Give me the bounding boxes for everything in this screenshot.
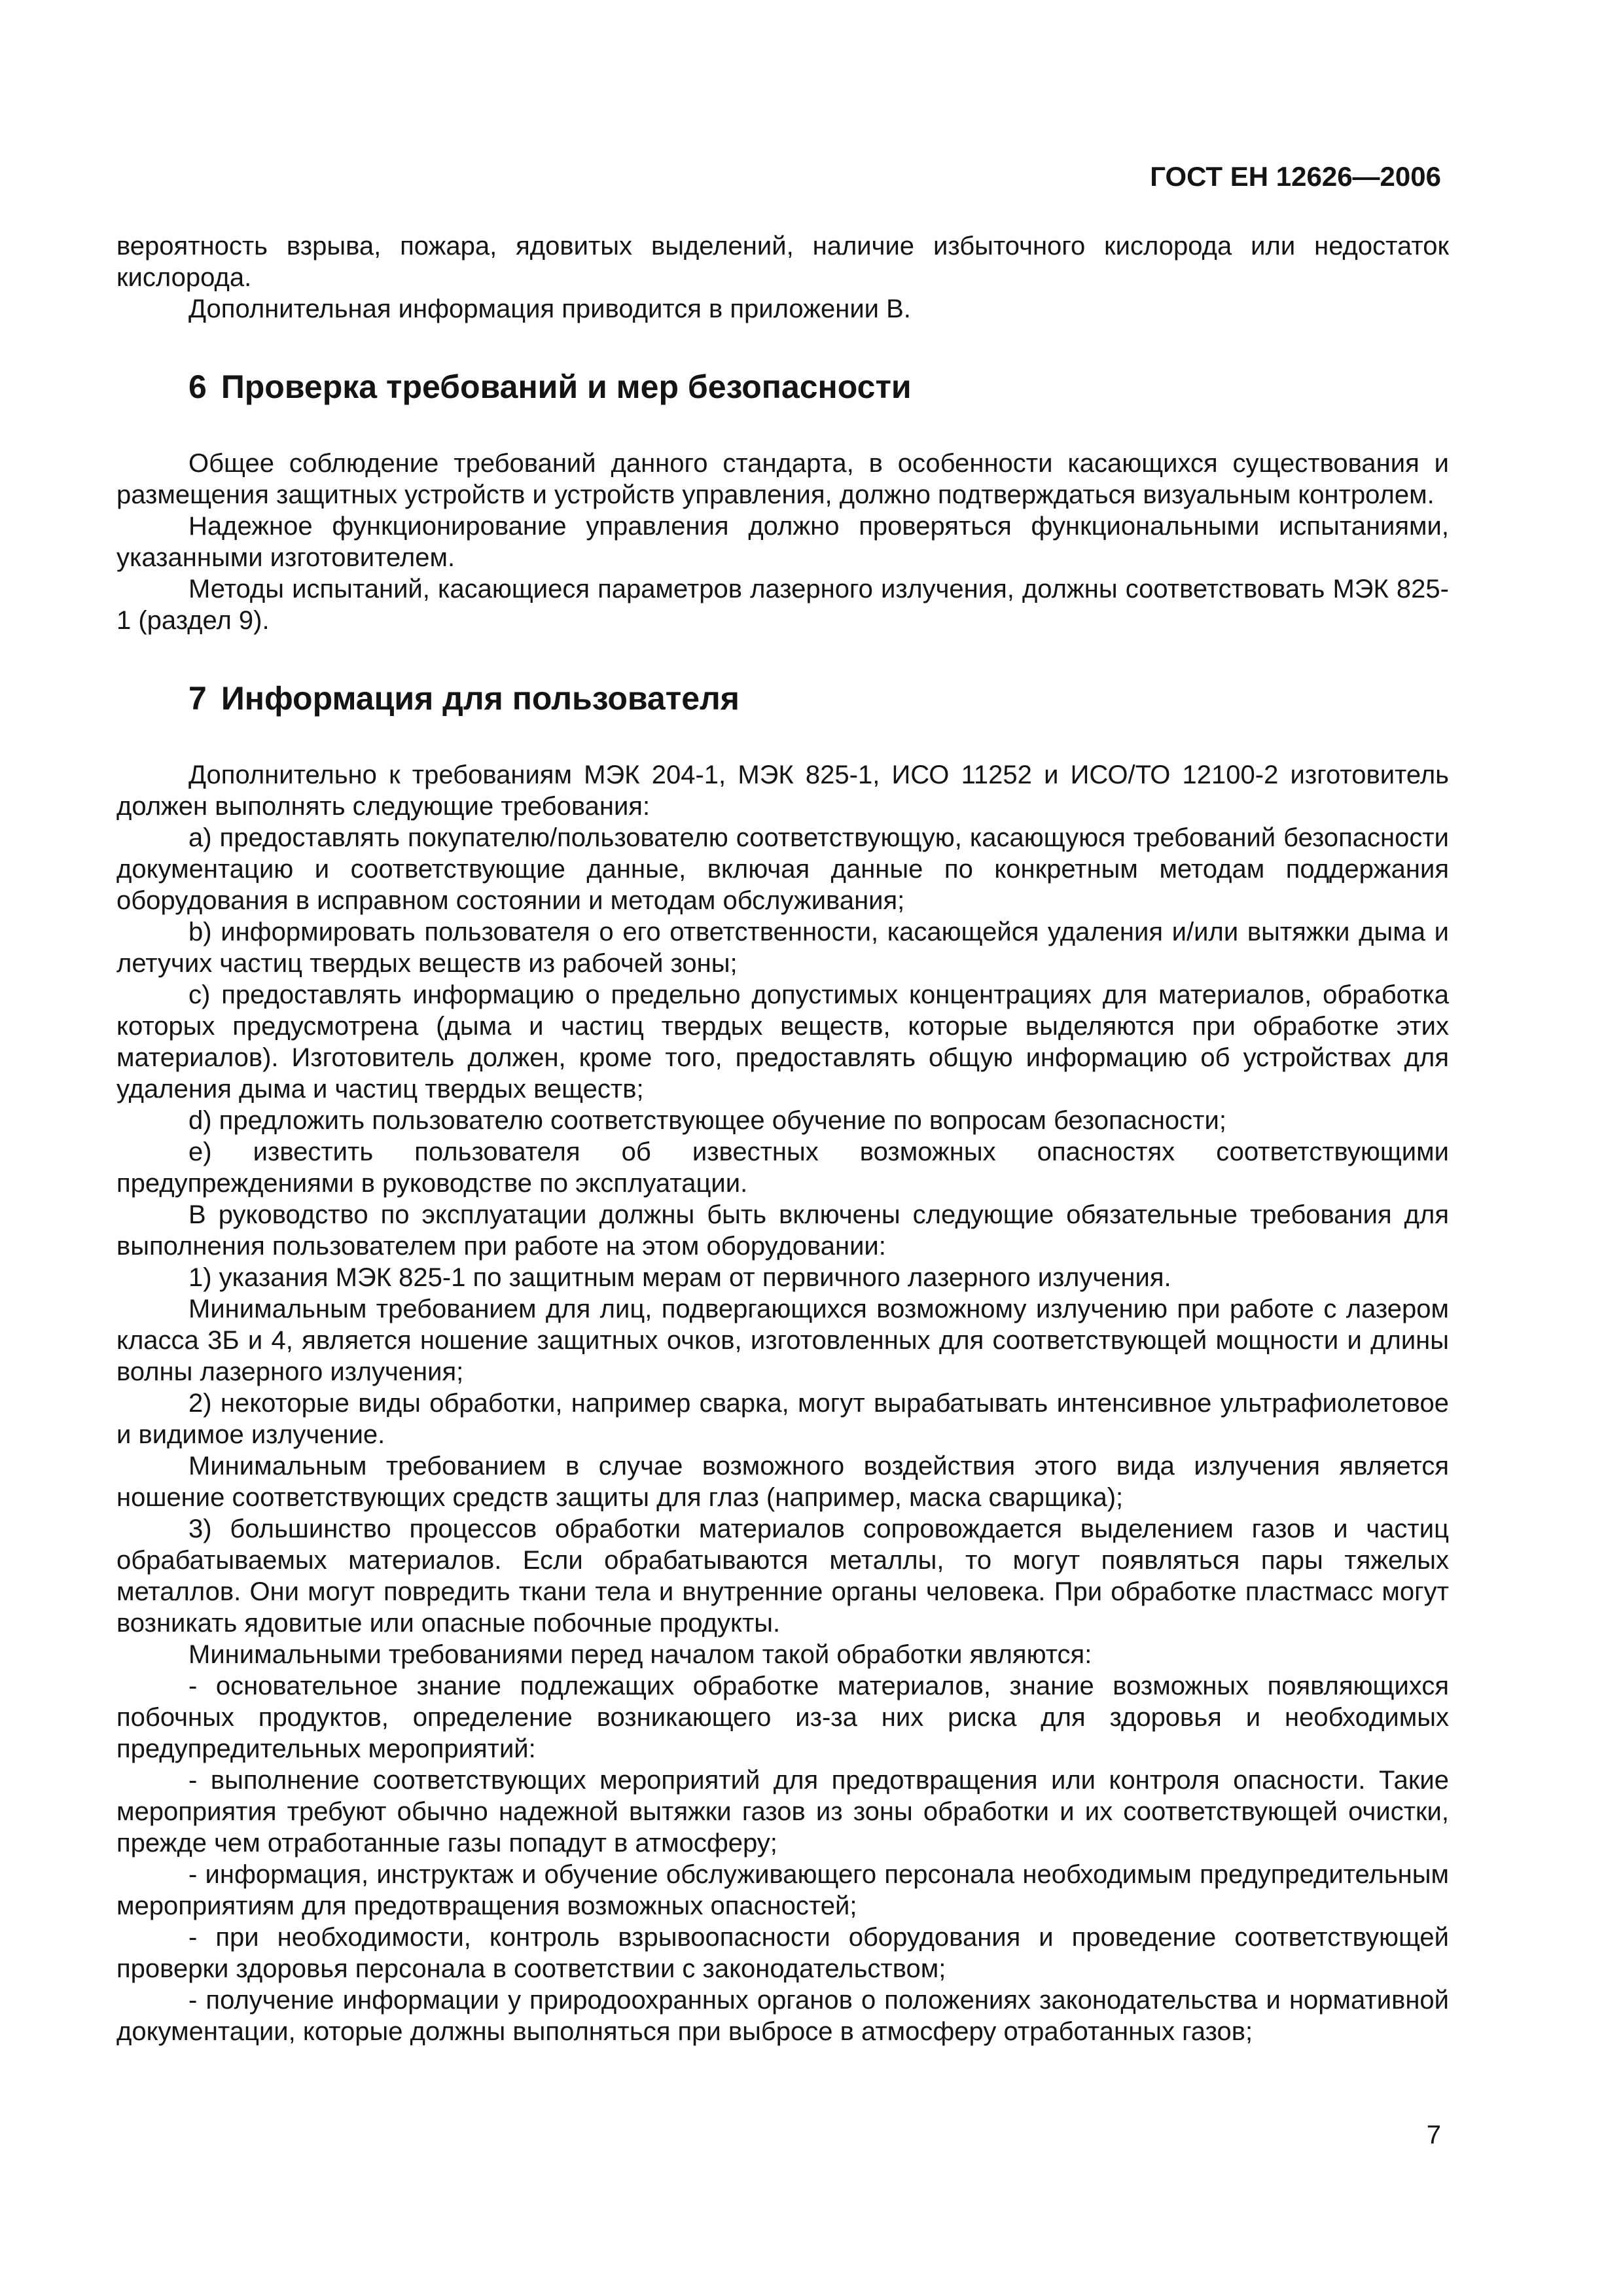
section-7-paragraph: Минимальным требованием для лиц, подвергающихся возможному излучению при работе с лазером класса 3Б и 4, является ношение защитных очков, изготовленных для соответствующей мощности и длины волны лазерного излучения; xyxy=(116,1295,1449,1386)
dash-list-item: - информация, инструктаж и обучение обслуживающего персонала необходимым предупредительным мероприятиям для предотвращения возможных опасностей; xyxy=(116,1860,1449,1920)
document-code-header: ГОСТ ЕН 12626—2006 xyxy=(1150,161,1441,192)
section-7-heading xyxy=(116,679,1449,717)
intro-paragraph: Дополнительная информация приводится в приложении В. xyxy=(188,295,911,323)
section-6-paragraph: Общее соблюдение требований данного стандарта, в особенности касающихся существования и размещения защитных устройств и устройств управления, должно подтверждаться визуальным контролем. xyxy=(116,449,1449,509)
dash-list-item: - при необходимости, контроль взрывоопасности оборудования и проведение соответствующей проверки здоровья персонала в соответствии с законодательством; xyxy=(116,1923,1449,1983)
list-item: a) предоставлять покупателю/пользователю соответствующую, касающуюся требований безопасности документацию и соответствующие данные, включая данные по конкретным методам поддержания оборудования в исправном состоянии и методам обслуживания; xyxy=(116,823,1449,915)
dash-list-item: - получение информации у природоохранных органов о положениях законодательства и нормативной документации, которые должны выполняться при выбросе в атмосферу отработанных газов; xyxy=(116,1986,1449,2046)
page-number: 7 xyxy=(1426,2121,1441,2149)
dash-list-item: - основательное знание подлежащих обработке материалов, знание возможных появляющихся побочных продуктов, определение возникающего из-за них риска для здоровья и необходимых предупредительных мероприятий: xyxy=(116,1672,1449,1763)
list-item: d) предложить пользователю соответствующее обучение по вопросам безопасности; xyxy=(188,1106,1226,1135)
section-7-paragraph: Минимальными требованиями перед началом такой обработки являются: xyxy=(188,1640,1092,1669)
list-item: c) предоставлять информацию о предельно допустимых концентрациях для материалов, обработка которых предусмотрена (дыма и частиц твердых веществ, которые выделяются при обработке этих материалов). Изготовитель должен, кроме того, предоставлять общую информацию об устройствах для удаления дыма и частиц твердых веществ; xyxy=(116,980,1449,1103)
section-number: 6 xyxy=(188,368,207,405)
dash-list-item: - выполнение соответствующих мероприятий для предотвращения или контроля опасности. Такие мероприятия требуют обычно надежной вытяжки газов из зоны обработки и их соответствующей очистки, прежде чем отработанные газы попадут в атмосферу; xyxy=(116,1766,1449,1857)
list-item: 2) некоторые виды обработки, например сварка, могут вырабатывать интенсивное ультрафиолетовое и видимое излучение. xyxy=(116,1389,1449,1449)
section-6-paragraph: Методы испытаний, касающиеся параметров лазерного излучения, должны соответствовать МЭК 825-1 (раздел 9). xyxy=(116,575,1449,635)
section-7-paragraph: В руководство по эксплуатации должны быть включены следующие обязательные требования для выполнения пользователем при работе на этом оборудовании: xyxy=(116,1200,1449,1261)
section-7-paragraph: Минимальным требованием в случае возможного воздействия этого вида излучения является ношение соответствующих средств защиты для глаз (например, маска сварщика); xyxy=(116,1452,1449,1512)
list-item: 1) указания МЭК 825-1 по защитным мерам от первичного лазерного излучения. xyxy=(188,1263,1171,1292)
list-item: 3) большинство процессов обработки материалов сопровождается выделением газов и частиц обрабатываемых материалов. Если обрабатываются металлы, то могут появляться пары тяжелых металлов. Они могут повредить ткани тела и внутренние органы человека. При обработке пластмасс могут возникать ядовитые или опасные побочные продукты. xyxy=(116,1515,1449,1638)
section-6-paragraph: Надежное функционирование управления должно проверяться функциональными испытаниями, указанными изготовителем. xyxy=(116,512,1449,572)
section-6-heading xyxy=(116,368,1449,406)
section-title: Проверка требований и мер безопасности xyxy=(221,368,912,405)
section-number: 7 xyxy=(188,680,207,717)
section-7-paragraph: Дополнительно к требованиям МЭК 204-1, МЭК 825-1, ИСО 11252 и ИСО/ТО 12100-2 изготовитель должен выполнять следующие требования: xyxy=(116,761,1449,821)
section-title: Информация для пользователя xyxy=(221,680,740,717)
intro-paragraph: вероятность взрыва, пожара, ядовитых выделений, наличие избыточного кислорода или недостаток кислорода. xyxy=(116,232,1449,292)
list-item: b) информировать пользователя о его ответственности, касающейся удаления и/или вытяжки дыма и летучих частиц твердых веществ из рабочей зоны; xyxy=(116,918,1449,978)
list-item: e) известить пользователя об известных возможных опасностях соответствующими предупреждениями в руководстве по эксплуатации. xyxy=(116,1138,1449,1198)
page-content xyxy=(116,230,1449,2047)
